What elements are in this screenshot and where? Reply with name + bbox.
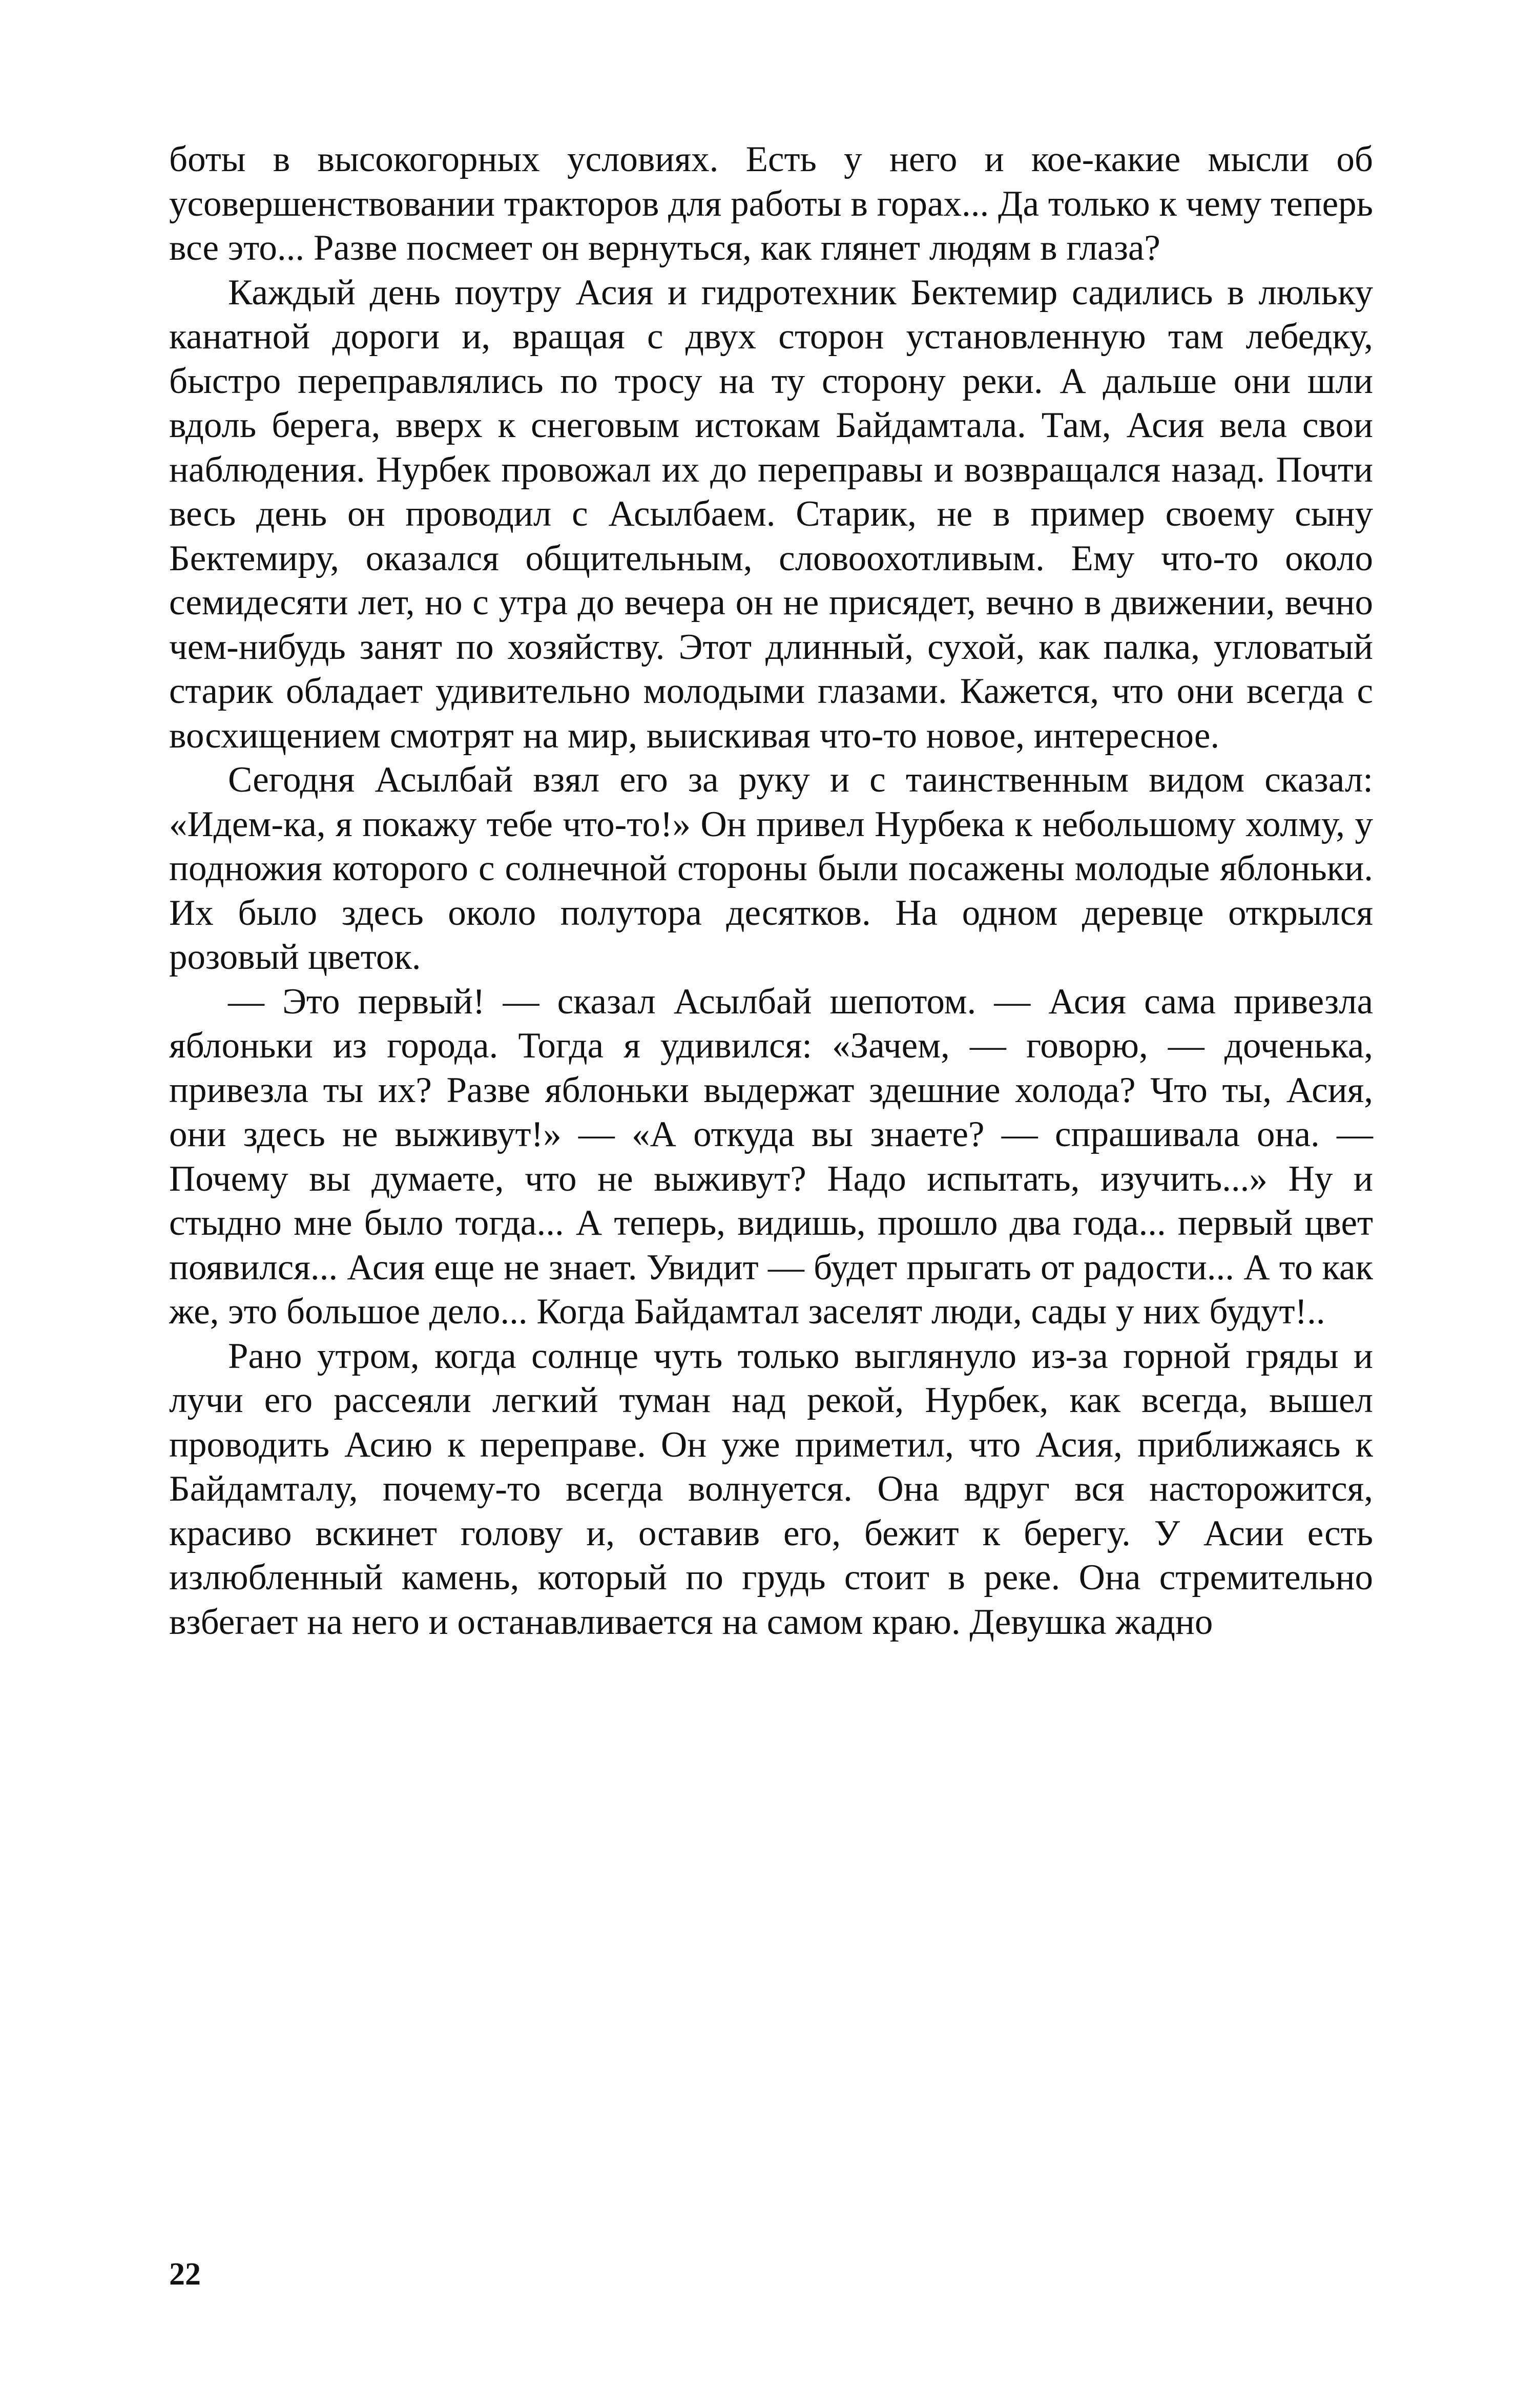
paragraph-apple-trees: Сегодня Асылбай взял его за руку и с таинственным видом сказал: «Идем-ка, я покажу тебе что-то!» Он привел Нурбека к небольшому холму, у подножия которого с солнечной стороны были посажены молодые яблоньки. Их было здесь около полутора десятков. На одном деревце открылся розовый цветок. bbox=[169, 760, 1373, 977]
paragraph-dialogue: — Это первый! — сказал Асылбай шепотом. — Асия сама привезла яблоньки из города. Тогда я удивился: «Зачем, — говорю, — доченька, привезла ты их? Разве яблоньки выдержат здешние холода? Что ты, Асия, они здесь не выживут!» — «А откуда вы знаете? — спрашивала она. — Почему вы думаете, что не выживут? Надо испытать, изучить...» Ну и стыдно мне было тогда... А теперь, видишь, прошло два года... первый цвет появился... Асия еще не знает. Увидит — будет прыгать от радости... А то как же, это большое дело... Когда Байдамтал заселят люди, сады у них будут!.. bbox=[169, 981, 1373, 1332]
paragraph-crossing: Каждый день поутру Асия и гидротехник Бектемир садились в люльку канатной дороги и, вращая с двух сторон установленную там лебедку, быстро переправлялись по тросу на ту сторону реки. А дальше они шли вдоль берега, вверх к снеговым истокам Байдамтала. Там, Асия вела свои наблюдения. Нурбек провожал их до переправы и возвращался назад. Почти весь день он проводил с Асылбаем. Старик, не в пример своему сыну Бектемиру, оказался общительным, словоохотливым. Ему что-то около семидесяти лет, но с утра до вечера он не присядет, вечно в движении, вечно чем-нибудь занят по хозяйству. Этот длинный, сухой, как палка, угловатый старик обладает удивительно молодыми глазами. Кажется, что они всегда с восхищением смотрят на мир, выискивая что-то новое, интересное. bbox=[169, 272, 1373, 756]
paragraph-morning: Рано утром, когда солнце чуть только выглянуло из-за горной гряды и лучи его рассеяли легкий туман над рекой, Нурбек, как всегда, вышел проводить Асию к переправе. Он уже приметил, что Асия, приближаясь к Байдамталу, почему-то всегда волнуется. Она вдруг вся насторожится, красиво вскинет голову и, оставив его, бежит к берегу. У Асии есть излюбленный камень, который по грудь стоит в реке. Она стремительно взбегает на него и останавливается на самом краю. Девушка жадно bbox=[169, 1336, 1373, 1642]
paragraph-continuation: боты в высокогорных условиях. Есть у него и кое-какие мысли об усовершенствовании тракторов для работы в горах... Да только к чему теперь все это... Разве посмеет он вернуться, как глянет людям в глаза? bbox=[169, 139, 1373, 268]
page-number: 22 bbox=[169, 2257, 201, 2292]
body-text bbox=[169, 137, 1373, 1644]
